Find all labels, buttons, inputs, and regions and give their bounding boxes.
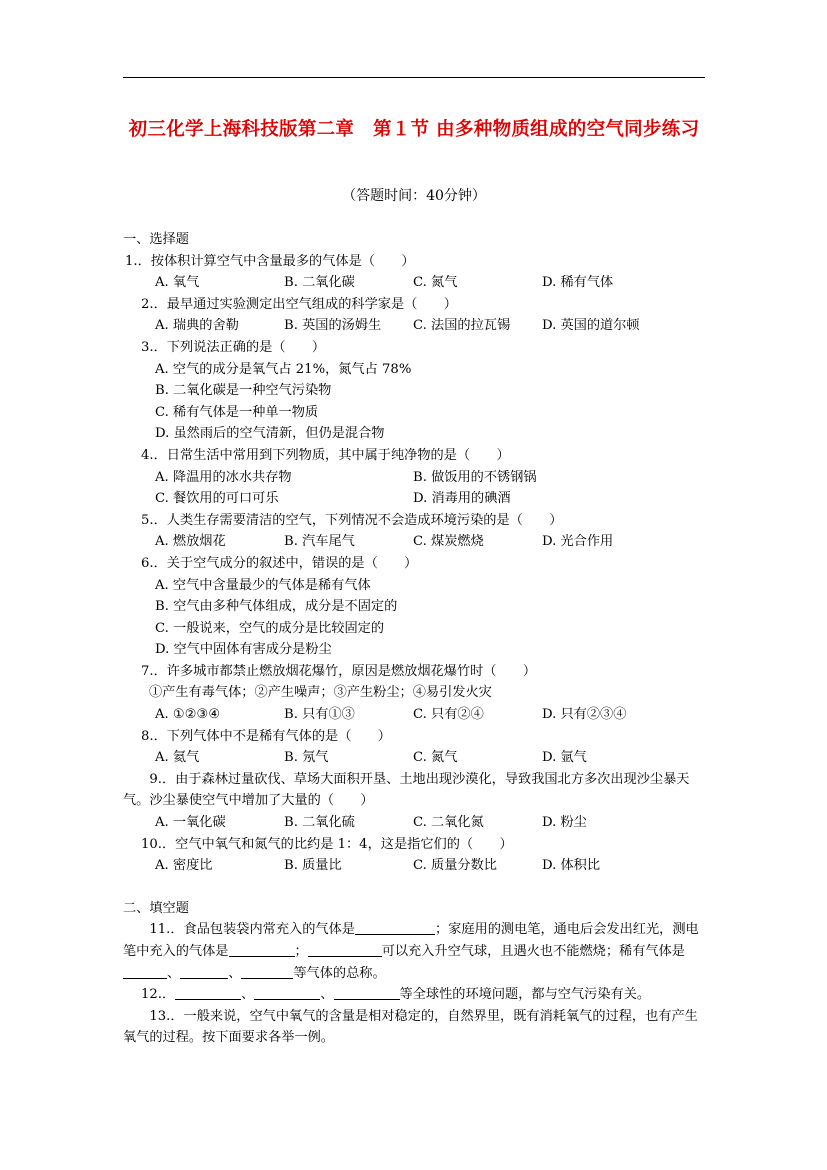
question-8-options: [123, 747, 705, 769]
question-3-stem: 3.．下列说法正确的是（ ）: [141, 339, 326, 355]
question-11-text: 、: [167, 965, 181, 981]
question-4-options-row1: [123, 467, 705, 489]
answer-blank[interactable]: [180, 964, 228, 979]
option-d: D. 稀有气体: [542, 275, 614, 291]
option-c: C. 二氧化氮: [413, 815, 484, 831]
question-6-stem: 6.．关于空气成分的叙述中，错误的是（ ）: [141, 555, 418, 571]
answer-blank[interactable]: [355, 920, 435, 935]
option-a: A. 一氧化碳: [155, 815, 226, 831]
option-c: C. 一般说来，空气的成分是比较固定的: [155, 620, 385, 636]
option-a: A. 燃放烟花: [155, 534, 226, 550]
question-10-options: [123, 855, 705, 877]
option-d: D. 只有②③④: [542, 707, 627, 723]
option-c: C. 氮气: [413, 275, 458, 291]
option-b: B. 二氧化硫: [284, 815, 355, 831]
option-a: A. 降温用的冰水共存物: [155, 469, 292, 485]
option-c: C. 法国的拉瓦锡: [413, 318, 511, 334]
option-c: C. 只有②④: [413, 707, 484, 723]
option-c: C. 稀有气体是一种单一物质: [155, 404, 319, 420]
option-d: D. 空气中固体有害成分是粉尘: [155, 642, 332, 658]
option-c: C. 氮气: [413, 750, 458, 766]
question-12-separator: 、: [320, 987, 334, 1003]
document-subtitle: （答题时间：40分钟）: [342, 188, 486, 204]
option-c: C. 质量分数比: [413, 858, 497, 874]
option-b: B. 汽车尾气: [284, 534, 355, 550]
option-b: B. 二氧化碳: [284, 275, 355, 291]
question-12-separator: 、: [241, 987, 255, 1003]
question-13: 13.．一般来说，空气中氧气的含量是相对稳定的，自然界里，既有消耗氧气的过程，也有产生氧气的过程。按下面要求各举一例。: [123, 1008, 698, 1046]
option-b: B. 氖气: [284, 750, 329, 766]
question-7-stem: 7.．许多城市都禁止燃放烟花爆竹，原因是燃放烟花爆竹时（ ）: [141, 663, 537, 679]
question-11-text: 可以充入升空气球，且遇火也不能燃烧；稀有气体是: [381, 944, 685, 959]
question-12: 12.． 、 、 等全球性的环境问题，都与空气污染有关。: [141, 987, 651, 1003]
answer-blank[interactable]: [229, 942, 295, 957]
option-b: B. 英国的汤姆生: [284, 318, 382, 334]
question-4-options-row2: [123, 488, 705, 510]
option-a: A. 空气中含量最少的气体是稀有气体: [155, 577, 371, 593]
section-heading: 一、选择题: [123, 232, 189, 247]
section-heading: 二、填空题: [123, 900, 189, 916]
option-a: A. ①②③④: [155, 707, 221, 723]
answer-blank[interactable]: [308, 942, 382, 957]
option-a: A. 瑞典的舍勒: [155, 318, 239, 334]
answer-blank[interactable]: [334, 985, 400, 1000]
question-11-text: ；: [294, 944, 308, 959]
option-d: D. 虽然雨后的空气清新，但仍是混合物: [155, 426, 385, 442]
question-2-options: [123, 315, 705, 337]
option-a: A. 氧气: [155, 275, 200, 291]
question-5-options: [123, 531, 705, 553]
question-11-text: ；家庭用的测电笔，通电后会发出红光，测电笔中充入的气体是: [123, 922, 699, 959]
option-b: B. 质量比: [284, 858, 342, 874]
question-8-stem: 8.．下列气体中不是稀有气体的是（ ）: [141, 728, 391, 744]
option-a: A. 密度比: [155, 858, 213, 874]
document-content: [123, 229, 705, 1049]
question-9-stem: 9.．由于森林过量砍伐、草场大面积开垦、土地出现沙漠化，导致我国北方多次出现沙尘暴天气。沙尘暴使空气中增加了大量的（ ）: [123, 771, 690, 809]
option-c: C. 餐饮用的可口可乐: [155, 491, 279, 507]
option-d: D. 光合作用: [542, 534, 614, 550]
option-b: B. 空气由多种气体组成，成分是不固定的: [155, 599, 398, 615]
question-11: [123, 919, 705, 984]
answer-blank[interactable]: [123, 964, 167, 979]
question-11-text: 、: [228, 965, 242, 981]
question-7-statements: ①产生有毒气体；②产生噪声；③产生粉尘；④易引发火灾: [149, 685, 492, 701]
option-a: A. 氦气: [155, 750, 200, 766]
question-5-stem: 5.．人类生存需要清洁的空气，下列情况不会造成环境污染的是（ ）: [141, 512, 563, 528]
option-d: D. 英国的道尔顿: [542, 318, 640, 334]
option-d: D. 体积比: [542, 858, 601, 874]
question-2-stem: 2.．最早通过实验测定出空气组成的科学家是（ ）: [141, 296, 457, 312]
question-11-text: 等气体的总称。: [293, 965, 386, 981]
question-12-text: 等全球性的环境问题，都与空气污染有关。: [399, 987, 651, 1003]
answer-blank[interactable]: [175, 985, 241, 1000]
header-rule: [123, 77, 705, 78]
answer-blank[interactable]: [241, 964, 293, 979]
option-b: B. 做饭用的不锈钢锅: [413, 469, 537, 485]
section-spacer: [123, 877, 705, 898]
question-11-text: 11.．食品包装袋内常充入的气体是: [149, 922, 355, 938]
option-d: D. 消毒用的碘酒: [413, 491, 511, 507]
option-d: D. 粉尘: [542, 815, 587, 831]
question-1-stem: 1.．按体积计算空气中含量最多的气体是（ ）: [125, 253, 415, 269]
option-b: B. 只有①③: [284, 707, 355, 723]
question-1-options: [123, 272, 705, 294]
document-title: 初三化学上海科技版第二章 第１节 由多种物质组成的空气同步练习: [128, 119, 700, 140]
option-d: D. 氩气: [542, 750, 587, 766]
option-b: B. 二氧化碳是一种空气污染物: [155, 383, 332, 399]
option-a: A. 空气的成分是氧气占 21%，氮气占 78%: [155, 361, 412, 377]
question-4-stem: 4.．日常生活中常用到下列物质，其中属于纯净物的是（ ）: [141, 447, 510, 463]
question-9-options: [123, 812, 705, 834]
question-10-stem: 10.．空气中氧气和氮气的比约是 1：4，这是指它们的（ ）: [141, 836, 513, 852]
answer-blank[interactable]: [254, 985, 320, 1000]
option-c: C. 煤炭燃烧: [413, 534, 484, 550]
question-7-options: [123, 704, 705, 726]
